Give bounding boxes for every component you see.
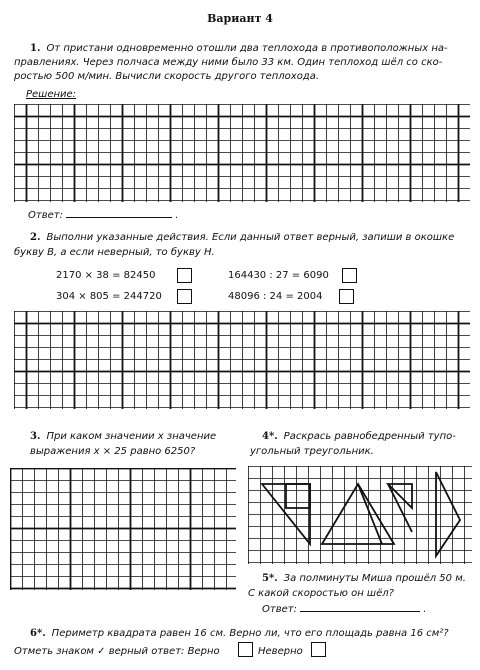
- task5-answer-row: Ответ: .: [262, 601, 426, 616]
- task2-line2: букву В, а если неверный, то букву Н.: [14, 247, 215, 258]
- task6-checkbox-no[interactable]: [311, 642, 326, 657]
- task1-line3: ростью 500 м/мин. Вычисли скорость другого теплохода.: [14, 71, 320, 82]
- task2-expr1: 2170 × 38 = 82450: [56, 270, 156, 281]
- figure-1-square[interactable]: [286, 484, 310, 508]
- page-title: Вариант 4: [207, 12, 273, 25]
- figure-3-triangle[interactable]: [388, 484, 412, 508]
- task1-answer-row: Ответ: .: [28, 207, 178, 222]
- task2-answer-box-3[interactable]: [177, 289, 192, 304]
- task3-grid: [10, 468, 236, 590]
- task2-grid: [14, 311, 470, 409]
- task1-line2: правлениях. Через полчаса между ними было 33 км. Один теплоход шёл со ско-: [14, 57, 443, 68]
- task4-line1: 4*. Раскрась равнобедренный тупо-: [262, 431, 456, 442]
- task1-grid: [14, 104, 470, 202]
- task2-expr2: 164430 : 27 = 6090: [228, 270, 329, 281]
- task3-line1: 3. При каком значении x значение: [30, 431, 217, 442]
- task6-checkbox-yes[interactable]: [238, 642, 253, 657]
- task5-answer-line[interactable]: [300, 601, 420, 612]
- task4-line2: угольный треугольник.: [250, 446, 374, 457]
- task2-expr3: 304 × 805 = 244720: [56, 291, 162, 302]
- task2-answer-box-2[interactable]: [342, 268, 357, 283]
- task2-answer-box-1[interactable]: [177, 268, 192, 283]
- task5-line1: 5*. За полминуты Миша прошёл 50 м.: [262, 573, 466, 584]
- task3-number: 3.: [30, 431, 41, 442]
- task1-line1: 1. От пристани одновременно отошли два теплохода в противоположных на-: [30, 43, 448, 54]
- task2-answer-box-4[interactable]: [339, 289, 354, 304]
- task1-number: 1.: [30, 43, 41, 54]
- task2-expr4: 48096 : 24 = 2004: [228, 291, 323, 302]
- task6-line2: Отметь знаком ✓ верный ответ: Верно: [14, 646, 220, 657]
- task2-line1: 2. Выполни указанные действия. Если данный ответ верный, запиши в окошке: [30, 232, 455, 243]
- task6-option-no: Неверно: [258, 646, 303, 657]
- solution-label: Решение:: [26, 89, 77, 100]
- task3-line2: выражения x × 25 равно 6250?: [30, 446, 196, 457]
- figure-3-edge: [388, 484, 412, 532]
- task2-number: 2.: [30, 232, 41, 243]
- figure-4-triangle[interactable]: [436, 472, 460, 556]
- task4-figures-grid: [248, 466, 472, 564]
- task6-line1: 6*. Периметр квадрата равен 16 см. Верно ли, что его площадь равна 16 см²?: [30, 628, 449, 639]
- task1-answer-line[interactable]: [66, 207, 172, 218]
- task5-number: 5*.: [262, 573, 278, 584]
- figure-2-inner-line: [358, 484, 382, 544]
- task6-number: 6*.: [30, 628, 46, 639]
- task5-line2: С какой скоростью он шёл?: [248, 588, 394, 599]
- task4-number: 4*.: [262, 431, 278, 442]
